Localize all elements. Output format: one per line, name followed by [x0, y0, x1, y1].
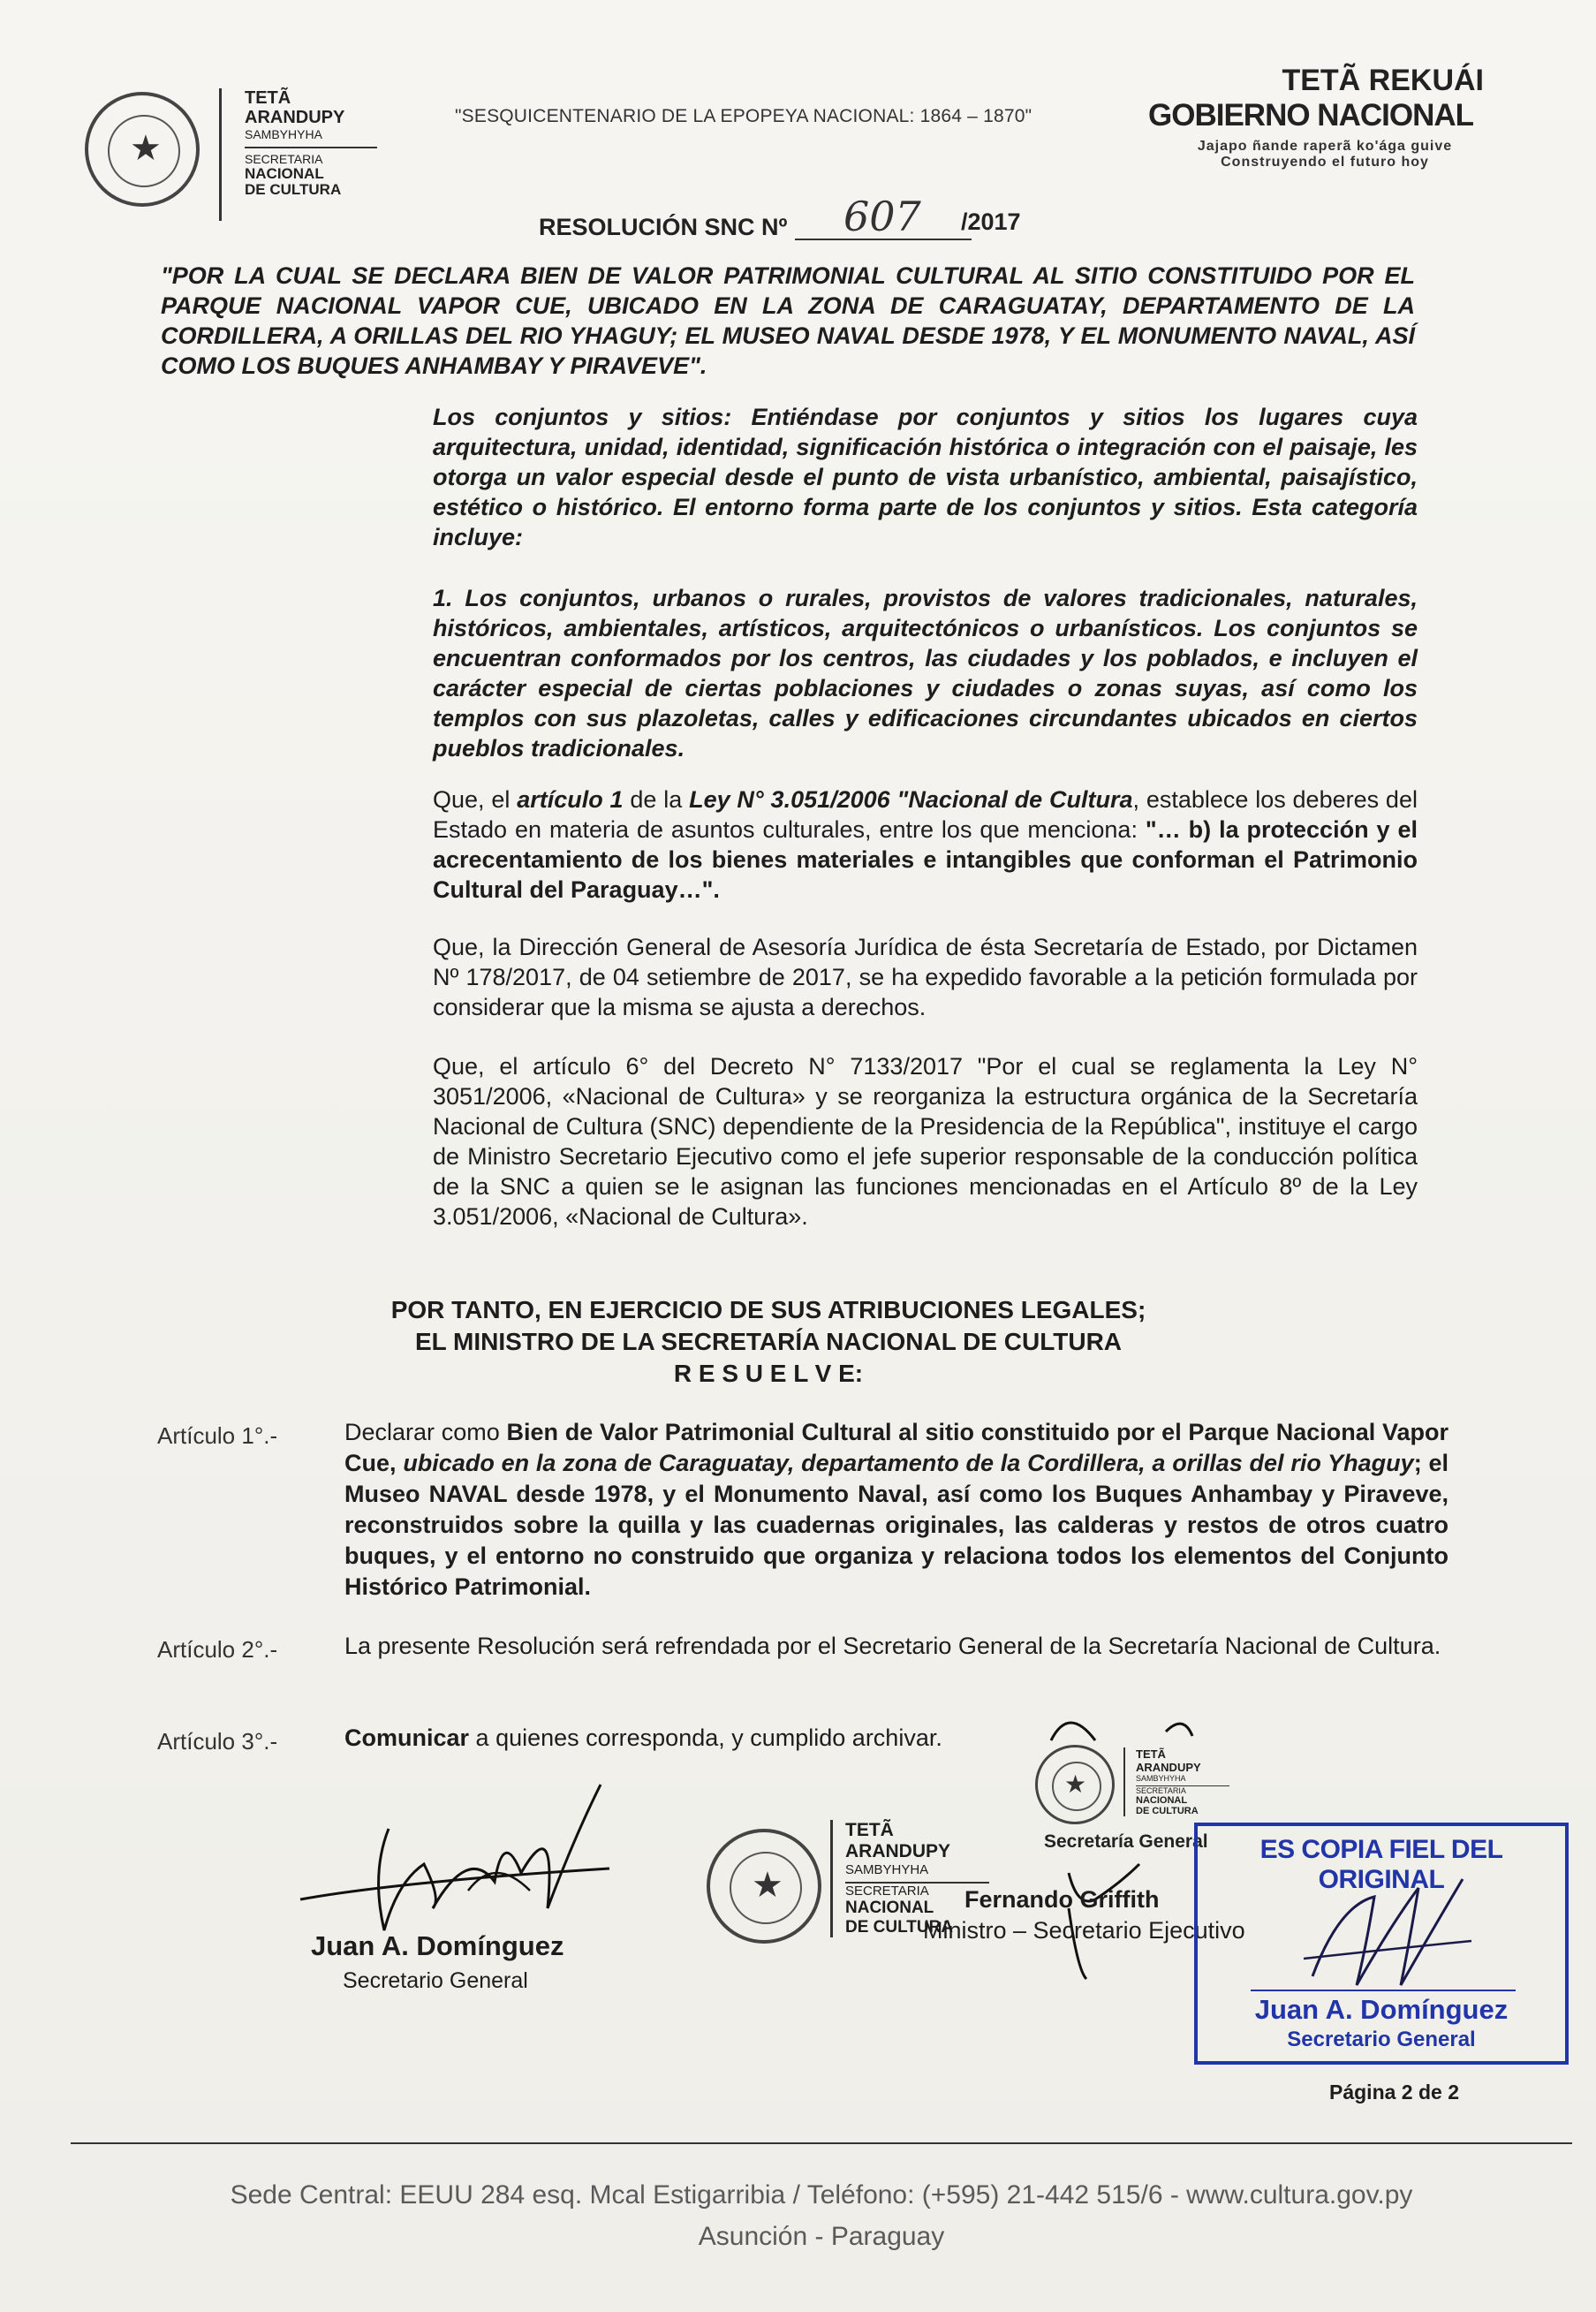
logo-line: TETÃ	[1136, 1747, 1166, 1761]
logo-line: ARANDUPY	[845, 1841, 951, 1861]
center-signer-name: Fernando Griffith	[964, 1886, 1160, 1913]
logo-line: DE CULTURA	[1136, 1806, 1199, 1816]
government-logo-main: GOBIERNO NACIONAL	[1148, 98, 1473, 133]
paragraph-item-1: 1. Los conjuntos, urbanos o rurales, provistos de valores tradicionales, naturales, históricos, ambientales, artísticos, arquitectónicos o urbanísticos. Los conjuntos se encuentran conformados por los centros, las ciudades y los poblados, e incluyen el carácter especial de ciertas poblaciones y ciudades o zonas suyas, así como los templos con sus plazoletas, calles y edificaciones circundantes ubicados en ciertos pueblos tradicionales.	[433, 585, 1418, 762]
text-span: Bien de Valor Patrimonial Cultural al sitio constituido por el Parque Nacional Vapor Cue,	[344, 1419, 1449, 1476]
text-span: ubicado en la zona de Caraguatay, departamento de la Cordillera, a orillas del rio Yhaguy	[403, 1450, 1414, 1476]
logo-line: DE CULTURA	[845, 1918, 954, 1937]
article-3-text	[344, 1723, 1051, 1754]
text-span: Ley N° 3.051/2006	[689, 786, 890, 813]
article-1-label: Artículo 1°.-	[157, 1422, 278, 1449]
header-quote: "SESQUICENTENARIO DE LA EPOPEYA NACIONAL: 1864 – 1870"	[455, 106, 1032, 126]
ministry-seal-icon: ★	[707, 1829, 821, 1944]
logo-line: TETÃ	[245, 88, 291, 108]
certified-copy-stamp	[1194, 1823, 1569, 2065]
text-span: como	[441, 1419, 500, 1445]
resolution-title: "POR LA CUAL SE DECLARA BIEN DE VALOR PATRIMONIAL CULTURAL AL SITIO CONSTITUIDO POR EL PARQUE NACIONAL VAPOR CUE, UBICADO EN LA ZONA DE CARAGUATAY, DEPARTAMENTO DE LA CORDILLERA, A ORILLAS DEL RIO YHAGUY; EL MUSEO NAVAL DESDE 1978, Y EL MONUMENTO NAVAL, ASÍ COMO LOS BUQUES ANHAMBAY Y PIRAVEVE".	[161, 262, 1415, 379]
logo-line: ARANDUPY	[1136, 1761, 1201, 1774]
resolution-prefix: RESOLUCIÓN SNC Nº	[539, 214, 788, 240]
logo-line: ARANDUPY	[245, 108, 345, 127]
logo-line: NACIONAL	[845, 1899, 934, 1917]
government-logo	[1148, 64, 1501, 178]
small-seal-caption: Secretaría General	[1044, 1831, 1208, 1852]
center-signer-role: Ministro – Secretario Ejecutivo	[923, 1917, 1245, 1944]
text-span: , establece los deberes del Estado en materia de asuntos culturales, entre los que menciona:	[433, 786, 1418, 843]
article-3-label: Artículo 3°.-	[157, 1728, 278, 1755]
por-tanto-block	[353, 1294, 1184, 1390]
government-logo-sub1: Jajapo ñande raperã ko'ága guive	[1197, 139, 1453, 154]
paragraph-decreto: Que, el artículo 6° del Decreto N° 7133/2017 "Por el cual se reglamenta la Ley N° 3051/2006, «Nacional de Cultura» y se reorganiza la estructura orgánica de la Secretaría Nacional de Cultura (SNC) dependiente de la Presidencia de la República", instituye el cargo de Ministro Secretario Ejecutivo como el jefe superior responsable de la conducción política de la SNC a quien se le asignan las funciones mencionadas en el Artículo 8º de la Ley 3.051/2006, «Nacional de Cultura».	[433, 1053, 1418, 1230]
logo-line: TETÃ	[845, 1820, 894, 1840]
text-span: a quienes corresponda, y cumplido archivar.	[475, 1725, 942, 1751]
logo-line: SAMBYHYHA	[245, 127, 322, 141]
paragraph-conjuntos: Los conjuntos y sitios: Entiéndase por conjuntos y sitios los lugares cuya arquitectura, unidad, identidad, significación histórica o integración con el paisaje, les otorga un valor especial desde el punto de vista urbanístico, ambiental, paisajístico, estético o histórico. El entorno forma parte de los conjuntos y sitios. Esta categoría incluye:	[433, 404, 1418, 550]
logo-line: SECRETARIA	[245, 152, 323, 166]
text-span: Comunicar	[344, 1725, 470, 1751]
logo-line: SAMBYHYHA	[1136, 1774, 1186, 1783]
resolution-suffix: /2017	[961, 208, 1021, 235]
text-span: "Nacional de Cultura	[896, 786, 1133, 813]
article-2-label: Artículo 2°.-	[157, 1636, 278, 1663]
small-seal-icon: ★	[1035, 1745, 1115, 1824]
resolution-line	[539, 193, 1033, 246]
text-span: ; el Museo NAVAL desde 1978, y el Monumento Naval, así como los Buques Anhambay y Piraveve, reconstruidos sobre la quilla y las cuadernas originales, las calderas y restos de otros cuatro buques, y el entorno no construido que organiza y relaciona todos los elementos del Conjunto Histórico Patrimonial.	[344, 1450, 1449, 1600]
footer-divider	[71, 2142, 1572, 2144]
resolution-number: 607	[843, 193, 921, 240]
article-2-text: La presente Resolución será refrendada por el Secretario General de la Secretaría Nacional de Cultura.	[344, 1633, 1441, 1659]
text-span: Que, el	[433, 786, 511, 813]
logo-line: SAMBYHYHA	[845, 1862, 929, 1877]
paragraph-ley	[433, 785, 1418, 905]
logo-line: DE CULTURA	[245, 181, 342, 198]
government-logo-sub2: Construyendo el futuro hoy	[1221, 155, 1429, 170]
por-tanto-line: EL MINISTRO DE LA SECRETARÍA NACIONAL DE CULTURA	[414, 1328, 1123, 1355]
logo-line: SECRETARIA	[1136, 1785, 1229, 1795]
government-logo-top: TETÃ REKUÁI	[1282, 64, 1484, 97]
footer-address: Sede Central: EEUU 284 esq. Mcal Estigarribia / Teléfono: (+595) 21-442 515/6 - www.cultura.gov.py	[230, 2180, 1413, 2210]
text-span: Declarar	[344, 1419, 435, 1445]
paragraph-dictamen: Que, la Dirección General de Asesoría Jurídica de ésta Secretaría de Estado, por Dictamen Nº 178/2017, de 04 setiembre de 2017, se ha expedido favorable a la petición formulada por considerar que la misma se ajusta a derechos.	[433, 934, 1418, 1020]
text-span: artículo 1	[517, 786, 624, 813]
logo-line: SECRETARIA	[845, 1882, 989, 1899]
logo-line: NACIONAL	[245, 165, 324, 182]
stamp-name: Juan A. Domínguez	[1254, 1994, 1509, 2025]
republic-seal-icon: ★	[85, 92, 200, 207]
left-signer-role: Secretario General	[343, 1968, 528, 1993]
por-tanto-line: POR TANTO, EN EJERCICIO DE SUS ATRIBUCIONES LEGALES;	[390, 1296, 1146, 1323]
text-span: de la	[630, 786, 683, 813]
ministry-logo	[219, 88, 396, 221]
logo-line: NACIONAL	[1136, 1795, 1188, 1806]
stamp-signature-icon	[1304, 1870, 1480, 1994]
footer-city: Asunción - Paraguay	[698, 2222, 945, 2251]
text-span: "… b) la protección y el acrecentamiento de los bienes materiales e intangibles que conforman el Patrimonio Cultural del Paraguay…".	[433, 816, 1418, 903]
resuelve-heading: R E S U E L V E:	[673, 1360, 864, 1387]
page-number: Página 2 de 2	[1329, 2081, 1460, 2104]
signature-dominguez-icon	[291, 1776, 645, 1952]
signature-griffith-icon	[1042, 1705, 1219, 1988]
stamp-role: Secretario General	[1287, 2028, 1476, 2051]
article-1-text	[344, 1417, 1449, 1603]
stamp-header: ES COPIA FIEL DEL ORIGINAL	[1259, 1835, 1503, 1894]
left-signer-name: Juan A. Domínguez	[311, 1930, 564, 1961]
